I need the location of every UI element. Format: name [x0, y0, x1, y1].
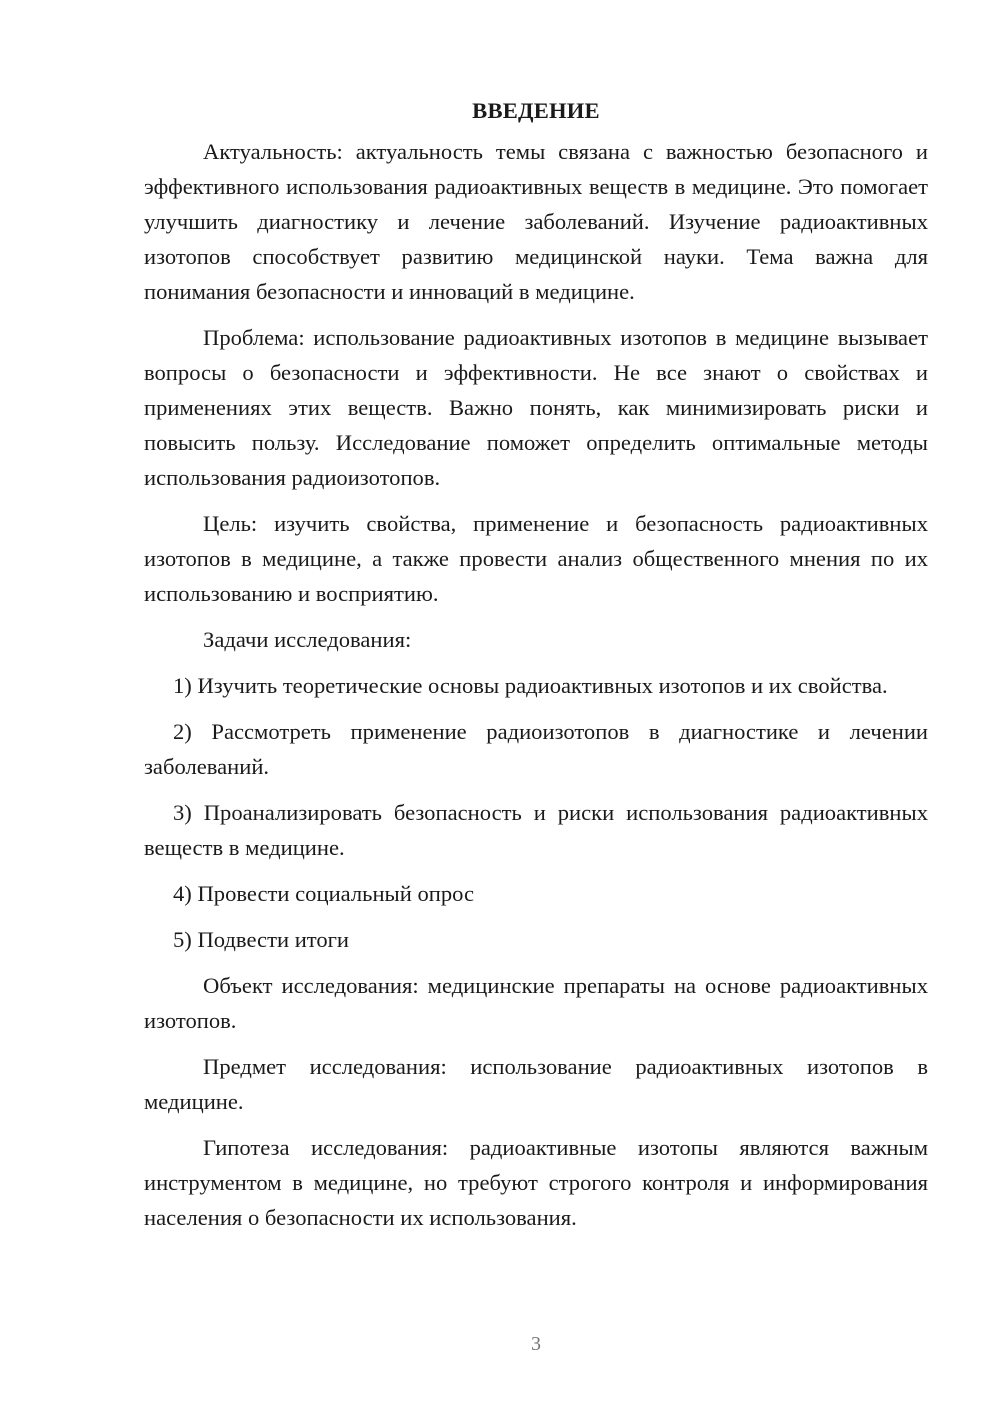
page-number: 3: [531, 1333, 541, 1355]
task-item-5: 5) Подвести итоги: [173, 927, 350, 952]
paragraph-hypothesis: Гипотеза исследования: радиоактивные изотопы являются важным инструментом в медицине, но требуют строгого контроля и информирования населения о безопасности их использования.: [144, 1135, 928, 1230]
task-item-4: 4) Провести социальный опрос: [173, 881, 475, 906]
task-item-1: 1) Изучить теоретические основы радиоактивных изотопов и их свойства.: [173, 673, 888, 698]
paragraph-problem: Проблема: использование радиоактивных изотопов в медицине вызывает вопросы о безопасности и эффективности. Не все знают о свойствах и применениях этих веществ. Важно понять, как минимизировать риски и повысить пользу. Исследование поможет определить оптимальные методы использования радиоизотопов.: [144, 325, 928, 490]
paragraph-subject: Предмет исследования: использование радиоактивных изотопов в медицине.: [144, 1054, 928, 1114]
tasks-heading: Задачи исследования:: [203, 627, 412, 652]
section-title: ВВЕДЕНИЕ: [472, 98, 600, 123]
paragraph-relevance: Актуальность: актуальность темы связана с важностью безопасного и эффективного использования радиоактивных веществ в медицине. Это помогает улучшить диагностику и лечение заболеваний. Изучение радиоактивных изотопов способствует развитию медицинской науки. Тема важна для понимания безопасности и инноваций в медицине.: [144, 139, 928, 304]
task-item-3: 3) Проанализировать безопасность и риски использования радиоактивных веществ в медицине.: [144, 800, 928, 860]
paragraph-goal: Цель: изучить свойства, применение и безопасность радиоактивных изотопов в медицине, а также провести анализ общественного мнения по их использованию и восприятию.: [144, 511, 928, 606]
page-content: [144, 96, 928, 1246]
task-item-2: 2) Рассмотреть применение радиоизотопов в диагностике и лечении заболеваний.: [144, 719, 928, 779]
paragraph-object: Объект исследования: медицинские препараты на основе радиоактивных изотопов.: [144, 973, 928, 1033]
